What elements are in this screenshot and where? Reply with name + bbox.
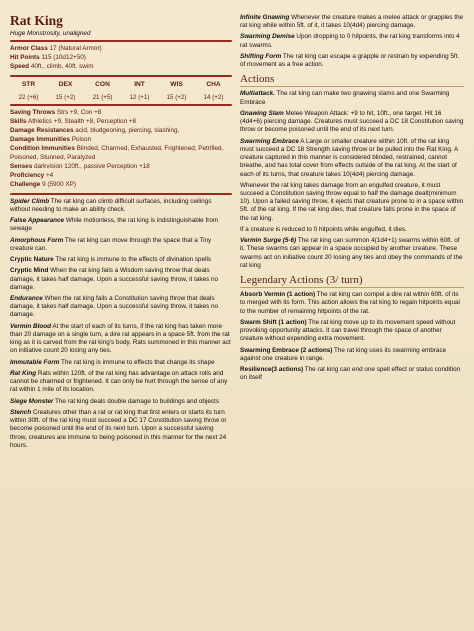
action: Swarming Embrace A Large or smaller creature within 10ft. of the rat king must succeed a DC 18 Strength saving throw or be pulled into the Rat King. A creature captured in this manner is considered blinded, restrained, cannot breathe, and has total cover from effects outside of the rat king. At the start of each of its turns, that creature takes 10(4d4) piercing damage. [240, 137, 458, 178]
ability-value: 15 (+2) [166, 93, 187, 101]
trait: Siege Monster The rat king deals double damage to buildings and objects [10, 397, 219, 405]
property-line: Proficiency +4 [10, 172, 54, 180]
ability-header: DEX [58, 80, 73, 88]
property-line: Damage Immunities Poison [10, 136, 92, 144]
ability-value: 22 (+6) [18, 93, 39, 101]
action-paragraph: Whenever the rat king takes damage from an engulfed creature, it must succeed a Constitution saving throw equal to half the damage dealt(minimum 10). Upon a failed saving throw, it ejects that creature prone to in a space within 5ft. of the rat king. If the rat king dies, that creature falls prone in the space of the rat king. [240, 181, 464, 222]
armor-label: Armor Class [10, 44, 48, 52]
section-divider [240, 287, 464, 288]
ability-value: 12 (+1) [129, 93, 150, 101]
trait: Spider Climb The rat king can climb difficult surfaces, including ceilings without needing to make an ability check. [10, 197, 212, 213]
ability-header: CHA [206, 80, 221, 88]
trait: Endurance When the rat king fails a Constitution saving throw that deals damage, it takes half damage. Upon a successful saving throw, it takes no damage. [10, 295, 219, 319]
ability-header: WIS [170, 80, 183, 88]
trait: Shifting Form The rat king can escape a grapple or restrain by expending 5ft. of movement as a free action. [240, 52, 460, 69]
divider [10, 193, 232, 195]
speed [10, 63, 232, 71]
ability-value: 14 (+2) [203, 93, 224, 101]
armor-class [10, 45, 232, 53]
trait: Rat King Rats within 120ft. of the rat king has advantage on attack rolls and cannot be charmed or frightened. It can only be hurt through the sense of any rat within 1 mile of its location. [10, 369, 228, 394]
legendary-action: Resilience(3 actions) The rat king can end one spell effect or status condition on itself [240, 365, 461, 382]
trait: Stench Creatures other than a rat or rat king that first enters or starts its turn within 30ft. of the rat king must succeed a DC 17 Constitution saving throw or become poisoned until the end of its next turn. Upon a successful saving throw, creatures are immune to being poisoned in this manner for the next 24 hours. [10, 408, 227, 449]
trait: Amorphous Form The rat king can move through the space that a Tiny creature can. [10, 236, 212, 252]
legendary-action: Swarm Shift (1 action) The rat king move up to its movement speed without provoking opportunity attacks. It can travel through the space of another creature without expending extra movement. [240, 318, 456, 343]
trait: False Appearance While motionless, the rat king is indistinguishable from sewage [10, 217, 219, 233]
action: Multiattack. The rat king can make two gnawing slams and one Swarming Embrace [240, 90, 450, 106]
monster-subtitle: Huge Monstrosity, unaligned [10, 29, 91, 37]
ability-value: 21 (+5) [92, 93, 113, 101]
legendary-action: Swarming Embrace (2 actions) The rat king uses its swarming embrace against one creature in range. [240, 346, 447, 362]
section-divider [240, 86, 464, 87]
left-column [10, 14, 232, 625]
ability-scores [10, 81, 232, 101]
ability-header: STR [21, 80, 36, 88]
monster-title: Rat King [10, 13, 63, 28]
legendary-action: Absorb Vermin (1 action) The rat king can compel a dire rat within 60ft. of its to merged with its form. This action allows the rat king to regain hitpoints equal to the number of remaining hitpoints of the rat. [240, 291, 460, 315]
actions-heading: Actions [240, 73, 275, 86]
property-line: Challenge 9 (5900 XP) [10, 181, 76, 189]
trait: Cryptic Nature The rat king is immune to the effects of divination spells [10, 256, 212, 264]
trait: Infinite Gnawing Whenever the creature makes a melee attack or grapples the rat king while within 5ft. of it, it takes 10(4d4) piercing damage. [240, 14, 464, 30]
property-line: Skills Athletics +9, Stealth +8, Perception +8 [10, 117, 137, 125]
ability-header: CON [95, 80, 110, 88]
action: Gnawing Slam Melee Weapon Attack: +9 to hit, 10ft., one target. Hit 16 (4d4+6) piercing damage. Creatures must succeed a DC 18 Constitution saving throw or become poisoned until the end of its next turn. [240, 109, 464, 134]
divider [10, 104, 232, 106]
trait: Vermin Blood At the start of each of its turns, if the rat king has taken more than 20 damage on a single turn, a dire rat appears in a space 5ft. from the rat king as it is carved from the rat king's body. Rats summoned in this manner act on initiative count 20 losing any ties. [10, 322, 231, 355]
trait: Immutable Form The rat king is immune to effects that change its shape [10, 358, 215, 366]
hp-value: 115 (10d12+50) [41, 54, 86, 62]
armor-value: 17 (Natural Armor) [49, 44, 102, 52]
ability-header: INT [134, 80, 145, 88]
divider [10, 75, 232, 77]
property-line: Senses darkvision 120ft., passive Perception +18 [10, 162, 150, 170]
action-paragraph: If a creature is reduced to 0 hitpoints while engulfed, it dies. [240, 225, 407, 233]
trait: Swarming Demise Upon dropping to 0 hitpoints, the rat king transforms into 4 rat swarms. [240, 33, 460, 49]
property-line: Saving Throws Strs +9, Con +8 [10, 108, 102, 116]
divider [10, 40, 232, 42]
hit-points [10, 54, 232, 62]
trait: Cryptic Mind When the rat king fails a Wisdom saving throw that deals damage, it takes half damage. Upon a successful saving throw, it takes no damage. [10, 267, 219, 291]
hp-label: Hit Points [10, 54, 40, 62]
legendary-heading: Legendary Actions (3/ turn) [240, 274, 363, 287]
ability-value: 15 (+2) [55, 93, 76, 101]
action: Vermin Surge (5-6) The rat king can summon 4(1d4+1) swarms within 60ft. of it. These swarms can appear in a space occupied by another creature. These swarms act on initiative count 20 losing any ties and obey the commands of the rat king [240, 237, 463, 269]
right-column [240, 14, 464, 625]
speed-label: Speed [10, 63, 30, 71]
property-line: Damage Resistances acid, bludgeoning, piercing, slashing, [10, 127, 180, 135]
speed-value: 40ft., climb, 40ft. swim [30, 63, 94, 71]
property-line: Condition Immunities Blinded, Charmed, Exhausted, Frightened, Petrified, Poisoned, Stunned, Paralyzed [10, 145, 224, 161]
